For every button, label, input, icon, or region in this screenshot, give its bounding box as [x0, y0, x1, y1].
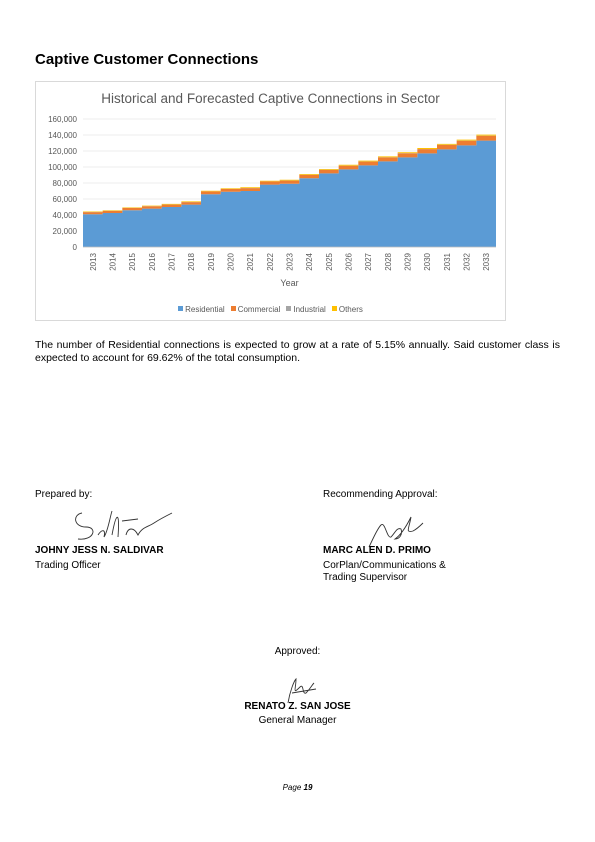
- y-tick-label: 120,000: [48, 147, 77, 156]
- x-axis-title: Year: [280, 278, 299, 288]
- y-tick-label: 80,000: [52, 179, 77, 188]
- page-number-value: 19: [303, 783, 313, 792]
- approved-name: RENATO Z. SAN JOSE: [244, 701, 351, 712]
- x-tick-label: 2033: [482, 253, 492, 271]
- approved-label: Approved:: [274, 646, 321, 657]
- legend-item-others: [332, 305, 363, 314]
- y-tick-label: 160,000: [48, 115, 77, 124]
- area-chart: [36, 82, 507, 322]
- x-tick-label: 2026: [344, 253, 354, 271]
- recommending-signature: [365, 509, 425, 549]
- legend-swatch: [178, 306, 183, 311]
- legend-label: Residential: [185, 305, 225, 314]
- x-tick-label: 2032: [462, 253, 472, 271]
- legend-item-commercial: [231, 305, 281, 314]
- y-tick-label: 20,000: [52, 227, 77, 236]
- legend-item-industrial: [286, 305, 325, 314]
- prepared-by-label: Prepared by:: [35, 489, 93, 500]
- recommending-label: Recommending Approval:: [323, 489, 438, 500]
- legend-swatch: [332, 306, 337, 311]
- recommending-title-line1: CorPlan/Communications &: [323, 560, 446, 571]
- chart-title: Historical and Forecasted Captive Connections in Sector: [101, 91, 440, 106]
- prepared-name: JOHNY JESS N. SALDIVAR: [35, 545, 164, 556]
- y-tick-label: 40,000: [52, 211, 77, 220]
- approved-title: General Manager: [258, 715, 337, 726]
- y-tick-label: 100,000: [48, 163, 77, 172]
- x-tick-label: 2021: [246, 253, 256, 271]
- legend-swatch: [286, 306, 291, 311]
- x-tick-label: 2020: [226, 253, 236, 271]
- x-tick-label: 2013: [88, 253, 98, 271]
- x-tick-label: 2015: [128, 253, 138, 271]
- x-tick-label: 2028: [383, 253, 393, 271]
- x-tick-label: 2031: [442, 253, 452, 271]
- x-tick-label: 2024: [305, 253, 315, 271]
- legend-swatch: [231, 306, 236, 311]
- y-tick-label: 140,000: [48, 131, 77, 140]
- body-paragraph: The number of Residential connections is expected to grow at a rate of 5.15% annually. Said customer class is expected to account for 69.62% of the total consumption.: [35, 339, 560, 364]
- legend-label: Commercial: [237, 305, 281, 314]
- chart-container: [35, 81, 506, 321]
- x-tick-label: 2023: [285, 253, 295, 271]
- recommending-name: MARC ALEN D. PRIMO: [323, 545, 431, 556]
- recommending-title-line2: Trading Supervisor: [323, 572, 408, 583]
- x-tick-label: 2025: [324, 253, 334, 271]
- x-tick-label: 2030: [423, 253, 433, 271]
- x-tick-label: 2027: [364, 253, 374, 271]
- x-tick-label: 2018: [187, 253, 197, 271]
- section-title: Captive Customer Connections: [35, 51, 259, 68]
- legend-label: Others: [338, 305, 363, 314]
- prepared-signature: [68, 505, 173, 545]
- legend-label: Industrial: [293, 305, 326, 314]
- x-tick-label: 2029: [403, 253, 413, 271]
- prepared-title: Trading Officer: [35, 560, 101, 571]
- page-number: [0, 783, 595, 792]
- area-series-residential: [83, 141, 496, 247]
- legend-item-residential: [178, 305, 225, 314]
- x-tick-label: 2019: [206, 253, 216, 271]
- x-tick-label: 2016: [147, 253, 157, 271]
- x-tick-label: 2022: [265, 253, 275, 271]
- y-tick-label: 60,000: [52, 195, 77, 204]
- chart-legend: [36, 305, 505, 314]
- y-tick-label: 0: [72, 243, 77, 252]
- x-tick-label: 2014: [108, 253, 118, 271]
- page-prefix: Page: [282, 783, 302, 792]
- x-tick-label: 2017: [167, 253, 177, 271]
